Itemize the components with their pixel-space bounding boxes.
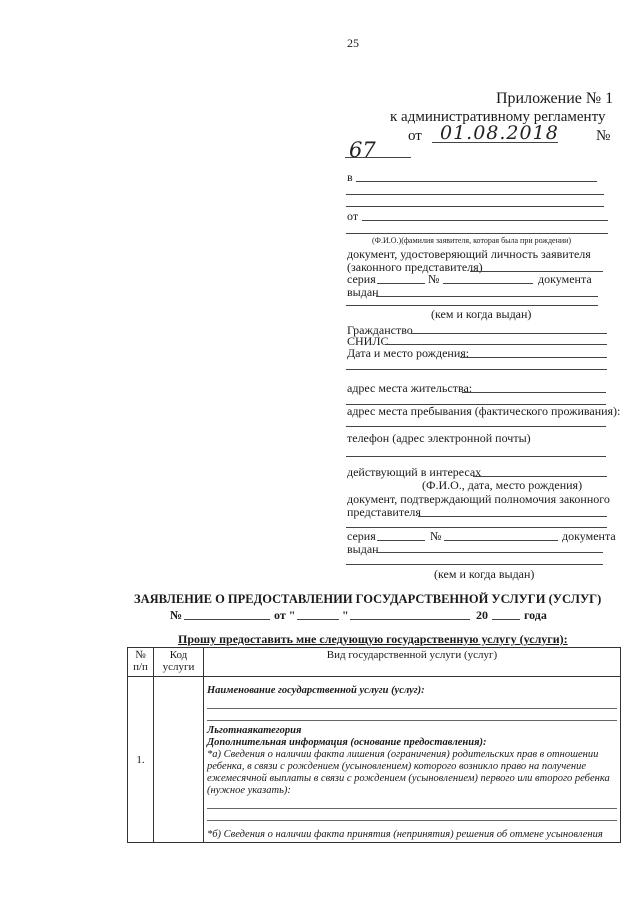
- citizenship-line: [411, 333, 607, 334]
- appendix-number-label: №: [596, 128, 611, 144]
- application-year-suffix: года: [524, 608, 547, 622]
- application-day-line: [297, 619, 339, 620]
- issued2-note: (кем и когда выдан): [434, 567, 535, 581]
- auth-doc-line: [418, 516, 607, 517]
- issued-label: выдан: [347, 285, 379, 299]
- fio-note: (Ф.И.О.)(фамилия заявителя, которая была при рождении): [372, 236, 572, 245]
- page-number: 25: [347, 36, 359, 50]
- application-num-prefix: №: [170, 608, 183, 622]
- from-line-2: [346, 233, 608, 234]
- citizenship-label: Гражданство: [347, 323, 413, 337]
- num-line: [443, 283, 533, 284]
- acting-note: (Ф.И.О., дата, место рождения): [422, 478, 583, 492]
- doc2-label: документа: [562, 529, 616, 543]
- benefit-label: Льготнаякатегория: [207, 725, 302, 736]
- stay-line-1: [346, 426, 606, 427]
- row-content: [204, 677, 621, 843]
- item-a-text: *а) Сведения о наличии факта лишения (ограничения) родительских прав в отношении ребенка, в связи с рождением (усыновлением) которого возникло право на получение ежемесячной выплаты в связи с рождением (усыновлением) первого или второго ребенка (нужное указать):: [207, 749, 610, 796]
- appendix-from-label: от: [408, 128, 422, 144]
- acting-line: [473, 476, 607, 477]
- application-from: от ": [274, 608, 296, 622]
- service-name-label: Наименование государственной услуги (услуг):: [207, 685, 425, 696]
- application-quote-close: ": [342, 608, 349, 622]
- series-label: серия: [347, 272, 376, 286]
- item-a-line-1: [207, 797, 617, 809]
- to-label: в: [347, 170, 353, 184]
- issued2-line: [376, 552, 603, 553]
- stay-label: адрес места пребывания (фактического проживания):: [347, 404, 621, 418]
- appendix-subtitle: к административному регламенту: [390, 109, 606, 125]
- col-header-num: № п/п: [128, 648, 154, 677]
- residence-line-1: [462, 392, 606, 393]
- request-text: Прошу предоставить мне следующую государственную услугу (услуги):: [178, 632, 568, 646]
- table-row: [128, 677, 621, 843]
- col-header-type: Вид государственной услуги (услуг): [204, 648, 621, 677]
- snils-label: СНИЛС: [347, 334, 389, 348]
- appendix-number-line: [345, 157, 411, 158]
- services-table: [127, 647, 621, 843]
- phone-label: телефон (адрес электронной почты): [347, 431, 531, 445]
- application-year-line: [492, 619, 520, 620]
- col-header-code: Код услуги: [154, 648, 204, 677]
- row-code: [154, 677, 204, 843]
- auth-doc-line2: представителя: [347, 505, 421, 519]
- to-line-1: [356, 181, 597, 182]
- application-year-prefix: 20: [476, 608, 488, 622]
- item-b-text: *б) Сведения о наличии факта принятия (непринятия) решения об отмене усыновления: [207, 829, 603, 840]
- table-header-row: [128, 648, 621, 677]
- id-doc-line1: документ, удостоверяющий личность заявителя: [347, 247, 591, 261]
- num2-line: [444, 540, 558, 541]
- birth-label: Дата и место рождения:: [347, 346, 470, 360]
- service-name-line-1: [207, 697, 617, 709]
- issued-line-2: [346, 305, 598, 306]
- id-doc-line2: (законного представителя): [347, 260, 483, 274]
- from-line-1: [362, 220, 608, 221]
- appendix-date: 01.08.2018: [440, 122, 559, 144]
- row-num: 1.: [128, 677, 154, 843]
- auth-doc-line1: документ, подтверждающий полномочия законного: [347, 492, 610, 506]
- birth-line-2: [346, 369, 607, 370]
- phone-line: [346, 456, 606, 457]
- additional-label: Дополнительная информация (основание предоставления):: [207, 737, 487, 748]
- application-title: ЗАЯВЛЕНИЕ О ПРЕДОСТАВЛЕНИИ ГОСУДАРСТВЕННОЙ УСЛУГИ (УСЛУГ): [134, 592, 602, 606]
- residence-label: адрес места жительства:: [347, 381, 473, 395]
- snils-line: [385, 344, 607, 345]
- appendix-number: 67: [349, 138, 376, 162]
- item-a-line-2: [207, 809, 617, 821]
- appendix-date-line: [432, 142, 558, 143]
- birth-line-1: [460, 357, 607, 358]
- series2-line: [377, 540, 425, 541]
- application-month-line: [350, 619, 470, 620]
- issued2-line-b: [346, 564, 603, 565]
- num-label: №: [428, 272, 440, 286]
- from-label: от: [347, 209, 359, 223]
- auth-doc-line-b: [346, 527, 607, 528]
- appendix-title: Приложение № 1: [496, 90, 614, 107]
- issued2-label: выдан: [347, 542, 379, 556]
- acting-label: действующий в интересах: [347, 465, 482, 479]
- application-num-line: [184, 619, 270, 620]
- to-line-2: [346, 194, 604, 195]
- series-line: [377, 283, 425, 284]
- issued-note: (кем и когда выдан): [431, 307, 532, 321]
- doc-label: документа: [538, 272, 592, 286]
- issued-line-1: [376, 296, 598, 297]
- num2-label: №: [430, 529, 442, 543]
- to-line-3: [346, 206, 604, 207]
- service-name-line-2: [207, 709, 617, 721]
- series2-label: серия: [347, 529, 376, 543]
